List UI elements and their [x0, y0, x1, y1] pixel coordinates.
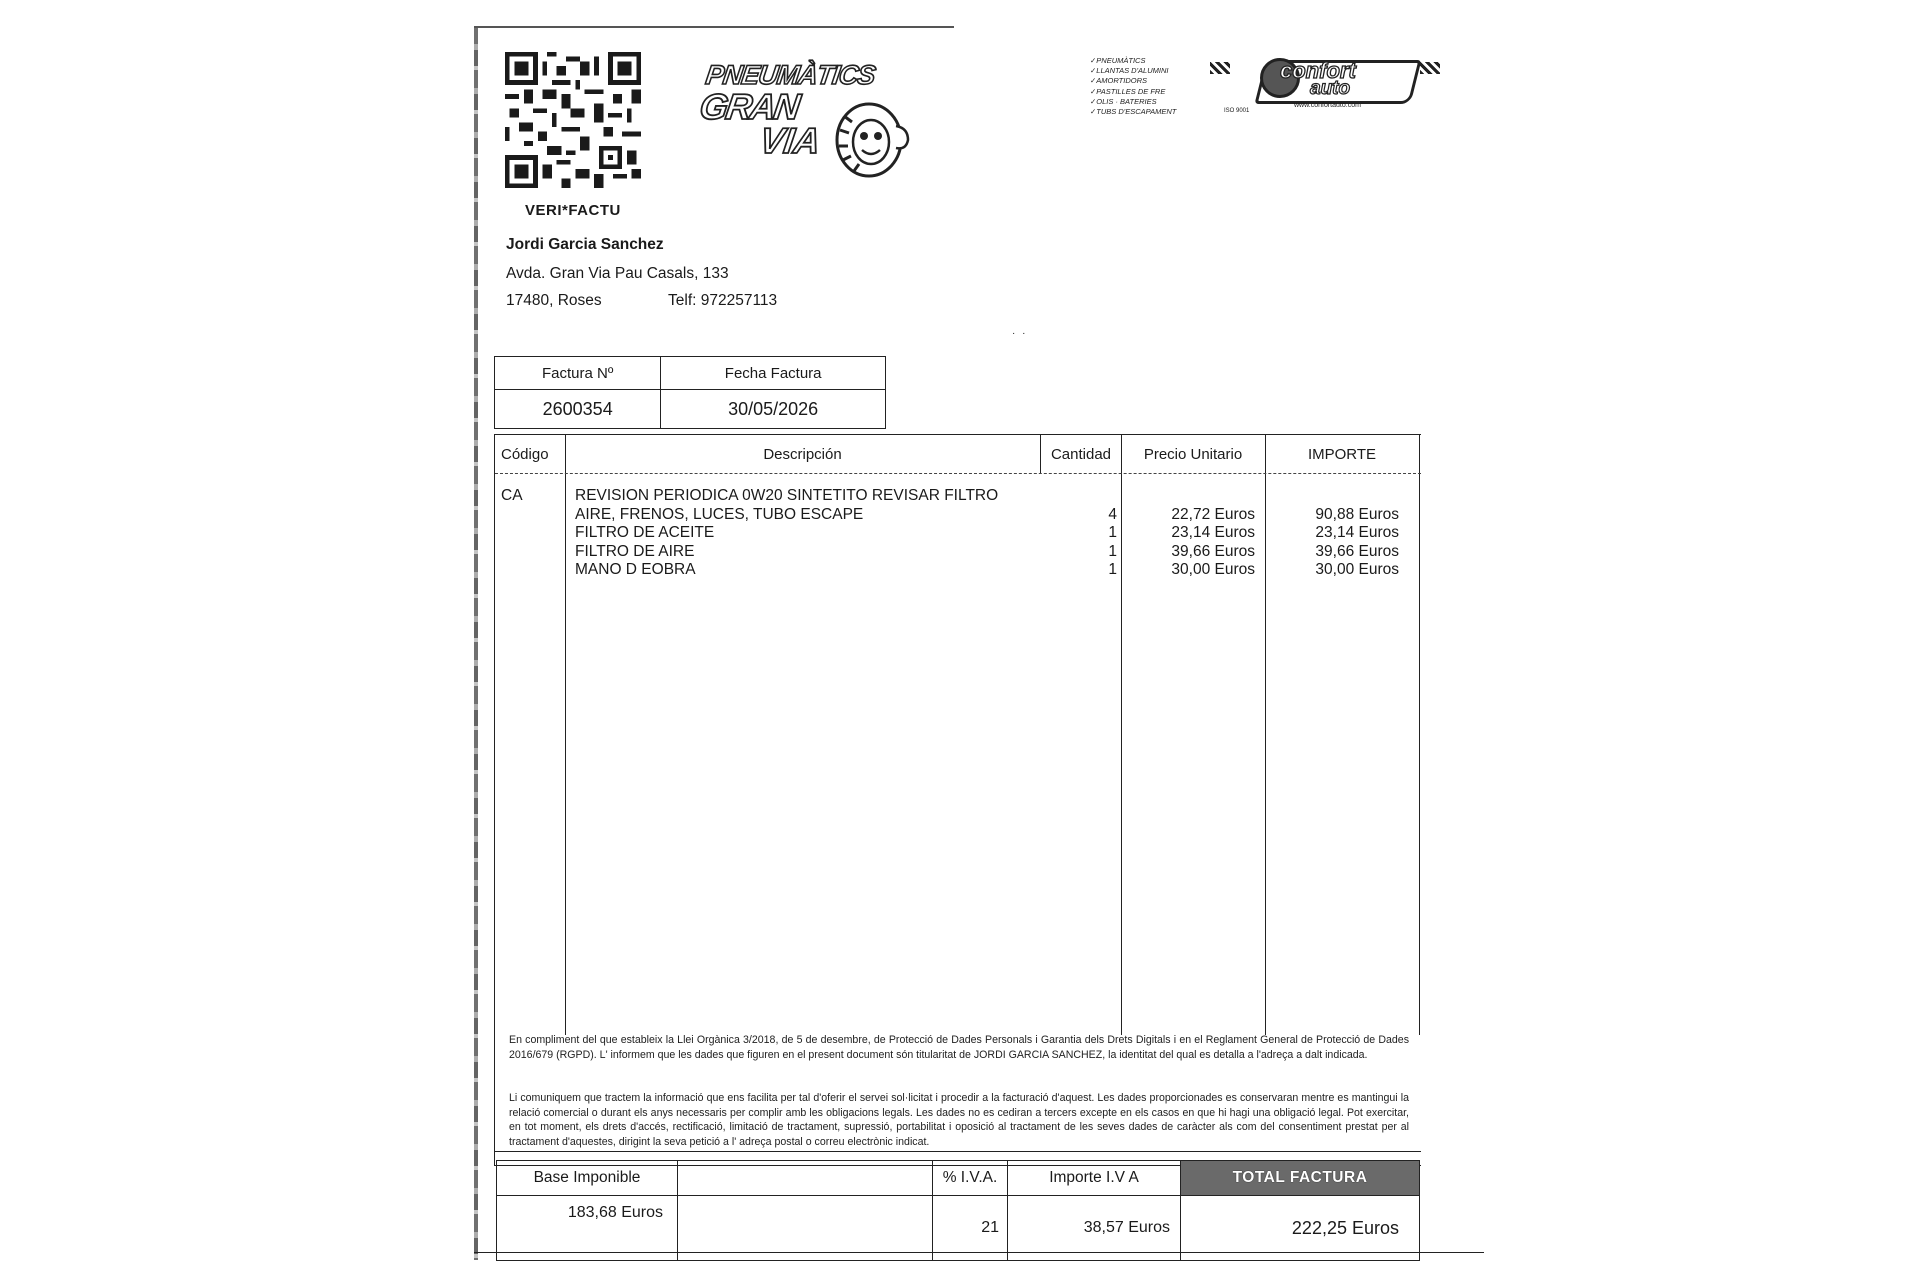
iso-label: ISO 9001	[1224, 108, 1250, 114]
checkered-flag-icon	[1420, 62, 1440, 74]
scan-edge-left	[474, 26, 478, 1260]
table-row	[495, 506, 1421, 525]
scan-specks: · ·	[1012, 328, 1028, 339]
vat-pct-value: 21	[933, 1196, 1008, 1261]
row-quantity: 1	[1108, 542, 1117, 560]
shop-logo-line1: PNEUMÀTICS	[703, 60, 877, 90]
invoice-info-table	[494, 356, 886, 429]
client-name: Jordi Garcia Sanchez	[506, 236, 664, 253]
shop-logo-line3: VIA	[757, 120, 823, 161]
tire-mascot-icon	[824, 96, 914, 180]
network-website: www.confortauto.com	[1294, 102, 1361, 109]
header-description: Descripción	[763, 445, 842, 463]
invoice-number-label: Factura Nº	[495, 357, 661, 390]
header-separator	[495, 473, 1421, 474]
row-description: MANO D EOBRA	[575, 561, 696, 579]
row-description: FILTRO DE AIRE	[575, 542, 695, 560]
row-code: CA	[501, 487, 523, 504]
client-address: Avda. Gran Via Pau Casals, 133	[506, 265, 729, 282]
row-description: AIRE, FRENOS, LUCES, TUBO ESCAPE	[575, 505, 864, 523]
row-unit-price: 30,00 Euros	[1171, 561, 1255, 579]
vat-pct-label: % I.V.A.	[933, 1161, 1008, 1196]
invoice-date: 30/05/2026	[661, 390, 886, 429]
empty-cell	[678, 1196, 933, 1261]
row-unit-price: 23,14 Euros	[1171, 524, 1255, 542]
service-item: ✓ LLANTAS D'ALUMINI	[1090, 66, 1176, 76]
base-label: Base Imponible	[497, 1161, 678, 1196]
invoice-number: 2600354	[495, 390, 661, 429]
network-logo-line1: confort	[1280, 58, 1356, 83]
header-unit-price: Precio Unitario	[1143, 445, 1243, 463]
table-row	[495, 487, 1421, 506]
table-row	[495, 524, 1421, 543]
services-list	[1090, 56, 1176, 117]
row-quantity: 1	[1108, 524, 1117, 542]
header-quantity: Cantidad	[1050, 445, 1112, 463]
row-amount: 39,66 Euros	[1315, 542, 1399, 560]
qr-code	[502, 52, 644, 188]
table-row	[495, 543, 1421, 562]
header-amount: IMPORTE	[1307, 445, 1377, 463]
row-amount: 23,14 Euros	[1315, 524, 1399, 542]
row-quantity: 1	[1108, 561, 1117, 579]
table-row	[495, 561, 1421, 580]
network-logo-line2: auto	[1310, 78, 1351, 99]
row-unit-price: 22,72 Euros	[1171, 505, 1255, 523]
shop-logo	[696, 56, 916, 180]
row-amount: 30,00 Euros	[1315, 561, 1399, 579]
vat-amount-label: Importe I.V A	[1008, 1161, 1181, 1196]
checkered-flag-icon	[1210, 62, 1230, 74]
legal-paragraph-1: En compliment del que estableix la Llei Orgànica 3/2018, de 5 de desembre, de Protecció de Dades Personals i Garantia dels Drets Digitals i en el Reglament General de Protecció de Dades 2016/679 (RGPD). L' informem que les dades que figuren en el present document són titularitat de JORDI GARCIA SANCHEZ, la identitat del qual es detalla a l'adreça a dalt indicada.	[509, 1034, 1409, 1061]
scan-edge-top	[474, 26, 954, 28]
header-code: Código	[501, 445, 549, 463]
service-item: ✓ PASTILLES DE FRE	[1090, 87, 1176, 97]
totals-table	[496, 1160, 1420, 1261]
service-item: ✓ AMORTIDORS	[1090, 76, 1176, 86]
invoice-date-label: Fecha Factura	[661, 357, 886, 390]
base-value: 183,68 Euros	[497, 1196, 678, 1261]
row-unit-price: 39,66 Euros	[1171, 542, 1255, 560]
row-quantity: 4	[1108, 505, 1117, 523]
legal-paragraph-2: Li comuniquem que tractem la informació que ens facilita per tal d'oferir el servei sol·licitat i procedir a la facturació d'aquest. Les dades proporcionades es conservaran mentre es mantingui la relació comercial o durant els anys necessaris per complir amb les obligacions legals. Les dades no es cediran a tercers excepte en els casos en que hi hagi una obligació legal. Pot exercitar, en tot moment, els drets d'accés, rectificació, limitació de tractament, supressió, portabilitat i oposició al tractament de les seves dades de caràcter als com del consentiment prestat per al tractament d'aquestes, dirigint la seva petició a l' adreça postal o correu electrònic indicat.	[509, 1092, 1409, 1148]
service-item: ✓ TUBS D'ESCAPAMENT	[1090, 107, 1176, 117]
total-value: 222,25 Euros	[1181, 1196, 1420, 1261]
service-item: ✓ OLIS · BATERIES	[1090, 97, 1176, 107]
empty-cell	[678, 1161, 933, 1196]
vat-amount-value: 38,57 Euros	[1008, 1196, 1181, 1261]
total-label: TOTAL FACTURA	[1181, 1161, 1420, 1196]
row-description: REVISION PERIODICA 0W20 SINTETITO REVISAR FILTRO	[575, 487, 999, 504]
client-phone: Telf: 972257113	[668, 292, 778, 309]
row-description: FILTRO DE ACEITE	[575, 524, 715, 542]
service-item: ✓ PNEUMÀTICS	[1090, 56, 1176, 66]
client-city: 17480, Roses	[506, 292, 602, 309]
items-table	[494, 434, 1421, 1166]
verifactu-label: VERI*FACTU	[525, 202, 621, 219]
legal-bottom-border	[495, 1151, 1421, 1152]
row-amount: 90,88 Euros	[1315, 505, 1399, 523]
shop-logo-line2: GRAN	[697, 86, 801, 127]
network-logo	[1210, 52, 1442, 118]
